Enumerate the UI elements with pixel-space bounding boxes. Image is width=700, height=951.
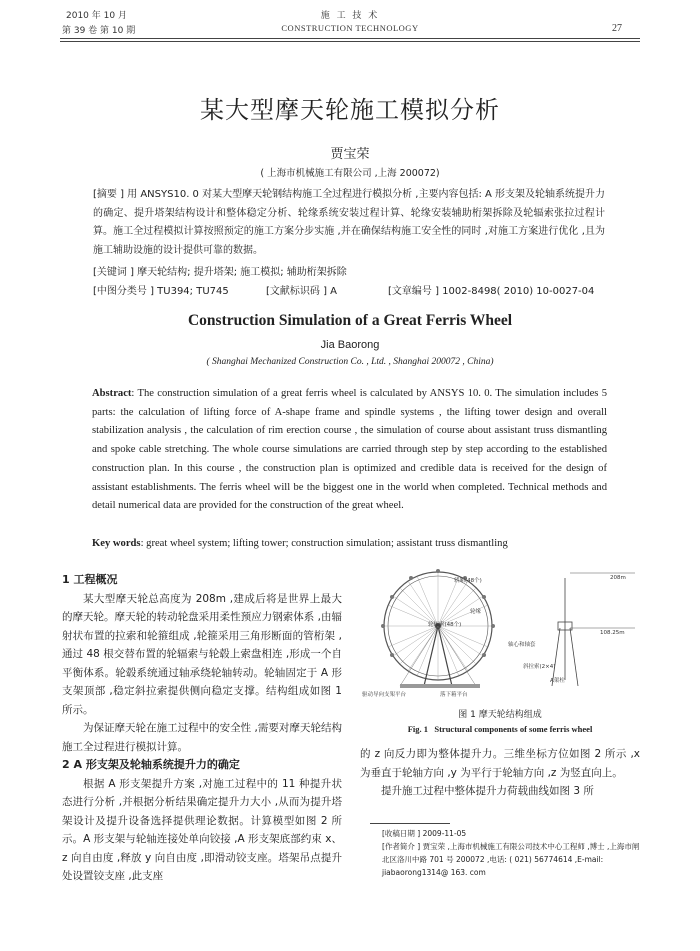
page-number: 27	[612, 23, 622, 34]
keywords-cn: [关键词 ] 摩天轮结构; 提升塔架; 施工模拟; 辅助桁架拆除	[93, 267, 347, 278]
figure-1	[360, 568, 640, 698]
figure-1-caption-text: Structural components of some ferris wheel	[434, 724, 593, 734]
author-cn: 贾宝荣	[330, 147, 370, 162]
label-hub: 轴心和轴套	[508, 642, 536, 648]
footnote-rule	[370, 823, 450, 824]
right-column	[360, 745, 640, 801]
abstract-en	[92, 385, 607, 516]
label-capsule: 轿厢(48个)	[454, 578, 482, 584]
journal-title-en: CONSTRUCTION TECHNOLOGY	[281, 23, 419, 33]
document-code: [文献标识码 ] A	[266, 286, 338, 297]
side-view	[552, 578, 578, 686]
label-aframe: A架柱	[550, 678, 565, 684]
issue-date: 2010 年 10 月	[66, 11, 127, 21]
label-lower-platform: 落下箱平台	[440, 692, 468, 698]
journal-title-cn: 施 工 技 术	[320, 11, 380, 21]
header-rule-2	[60, 41, 640, 42]
volume-issue: 第 39 卷 第 10 期	[62, 26, 136, 36]
author-en: Jia Baorong	[320, 339, 380, 351]
section-1-paragraph-2: 为保证摩天轮在施工过程中的安全性 ,需要对摩天轮结构施工全过程进行模拟计算。	[62, 722, 342, 753]
classification-code: [中图分类号 ] TU394; TU745	[93, 286, 229, 297]
keywords-en-label: Key words	[92, 538, 141, 549]
figure-1-caption-cn: 图 1 摩天轮结构组成	[458, 710, 542, 720]
label-spoke: 轮辐索(48个)	[428, 622, 462, 628]
received-date: [收稿日期 ] 2009-11-05	[382, 829, 467, 838]
figure-1-caption-en	[360, 724, 640, 734]
affiliation-cn: ( 上海市机械施工有限公司 ,上海 200072)	[260, 168, 440, 179]
label-drive-platform: 驱动导向支架平台	[362, 692, 407, 698]
abstract-en-label: Abstract	[92, 388, 132, 399]
label-diameter: 108.25m	[600, 630, 625, 636]
figure-1-label: Fig. 1	[407, 724, 428, 734]
left-column	[62, 571, 342, 886]
section-2-paragraph-1: 根据 A 形支架提升方案 ,对施工过程中的 11 种提升状态进行分析 ,并根据分析结果确定提升力大小 ,从而为提升塔架设计及提升设备选择提供理论数据。计算模型如图 2 所示。A 形支架与轮轴连接处单向铰接 ,A 形支架底部约束 x、z 向自由度 ,释放 y 向自由度 ,即滑动铰支座。塔架吊点提升处设置铰支座 ,此支座	[62, 777, 342, 882]
keywords-en	[92, 535, 612, 554]
right-paragraph-1: 的 z 向反力即为整体提升力。三维坐标方位如图 2 所示 ,x 为垂直于轮轴方向 ,y 为平行于轮轴方向 ,z 为竖直向上。	[360, 748, 640, 779]
dimension-lines	[570, 573, 635, 628]
label-height: 208m	[610, 575, 626, 581]
section-2-heading: 2 A 形支架及轮轴系统提升力的确定	[62, 758, 240, 771]
abstract-cn: [摘要 ] 用 ANSYS10. 0 对某大型摩天轮钢结构施工全过程进行模拟分析 ,主要内容包括: A 形支架及轮轴系统提升力的确定、提升塔架结构设计和整体稳定分析、轮缘系统安装过程计算、轮缘安装辅助桁架拆除及轮辐索张拉过程计算。施工全过程模拟计算按照预定的施工方案分步实施 ,并在确保结构施工安全性的同时 ,对施工方案进行优化 ,且为施工辅助设施的设计提供可靠的数据。	[93, 189, 606, 256]
base-platform	[400, 684, 480, 688]
keywords-en-body: : great wheel system; lifting tower; construction simulation; assistant truss dismantling	[140, 538, 508, 549]
footnote	[382, 827, 644, 879]
right-paragraph-2: 提升施工过程中整体提升力荷载曲线如图 3 所	[381, 785, 594, 797]
author-bio: [作者简介 ] 贾宝荣 ,上海市机械施工有限公司技术中心工程师 ,博士 ,上海市闸北区洛川中路 701 号 200072 ,电话: ( 021) 56774614 ,E-mail: jiabaorong1314@ 163. com	[382, 842, 640, 877]
title-cn: 某大型摩天轮施工模拟分析	[200, 96, 500, 124]
title-en: Construction Simulation of a Great Ferris Wheel	[187, 312, 513, 329]
label-stay: 斜拉索(2×4)	[523, 664, 556, 670]
article-number: [文章编号 ] 1002-8498( 2010) 10-0027-04	[388, 286, 595, 297]
abstract-en-body: : The construction simulation of a great ferris wheel is calculated by ANSYS 10. 0. The simulation includes 5 parts: the calculation of lifting force of A-shape frame and spindle systems , the lifting tower design and overall stabilization analysis , the calculation of rim erection course , the simulation of course about assistant truss dismantling and spoke cable stretching. The whole course simulations are carried through step by step according to the established construction plan. In this course , the construction plan is optimized and credible data is received for the design of assistant establishments. The ferris wheel will be the biggest one in the world when completed. Technical methods and detail numerical data are provided for the construction of the great wheel.	[92, 388, 607, 512]
ferris-wheel-diagram	[360, 568, 640, 698]
section-1-heading: 1 工程概况	[62, 573, 118, 586]
section-1-paragraph-1: 某大型摩天轮总高度为 208m ,建成后将是世界上最大的摩天轮。摩天轮的转动轮盘采用柔性预应力钢索体系 ,由辐射状布置的拉索和轮箍组成 ,轮箍采用三角形断面的管桁架 ,通过 48 根交替布置的轮辐索与轮毂上索盘相连 ,形成一个自平衡体系。轮毂系统通过轴承绕轮轴转动。轮轴固定于 A 形支架顶部 ,稳定斜拉索提供侧向稳定支撑。结构组成如图 1 所示。	[62, 592, 342, 716]
affiliation-en: ( Shanghai Mechanized Construction Co. , Ltd. , Shanghai 200072 , China)	[206, 357, 494, 367]
label-rim: 轮缘	[470, 609, 482, 615]
header-rule	[60, 38, 640, 39]
